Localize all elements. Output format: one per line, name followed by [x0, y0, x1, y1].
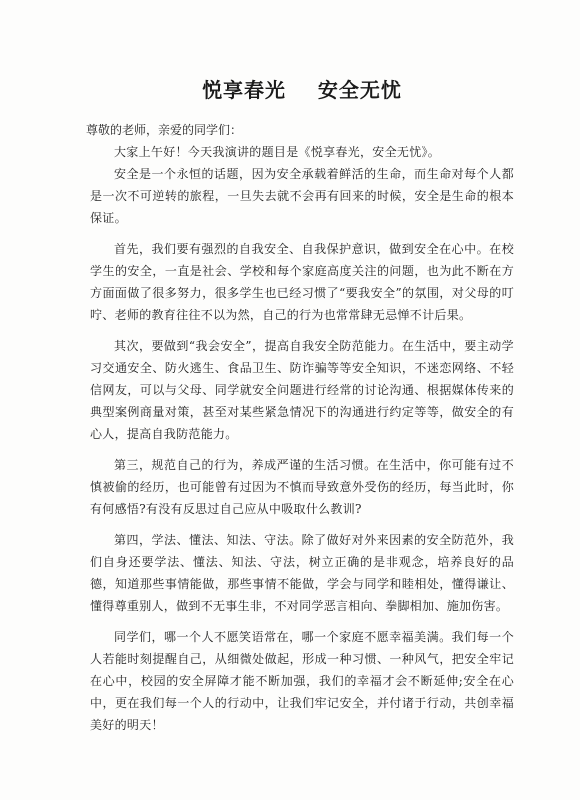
paragraph-first: 首先，我们要有强烈的自我安全、自我保护意识，做到安全在心中。在校学生的安全，一直是社会、学校和每个家庭高度关注的问题，也为此不断在方方面面做了很多努力，很多学生也已经习惯了“要我安全”的氛围，对父母的叮咛、老师的教育往往不以为然，自己的行为也常常肆无忌惮不计后果。	[90, 242, 514, 322]
paragraph-greeting: 大家上午好！今天我演讲的题目是《悦享春光，安全无忧》。	[114, 145, 441, 159]
paragraph-closing: 同学们，哪一个人不愿笑语常在，哪一个家庭不愿幸福美满。我们每一个人若能时刻提醒自己，从细微处做起，形成一种习惯、一种风气，把安全牢记在心中，校园的安全屏障才能不断加强，我们的幸福才会不断延伸;安全在心中，更在我们每一个人的行动中，让我们牢记安全，并付诸于行动，共创幸福美好的明天！	[90, 630, 514, 732]
paragraph-fourth: 第四，学法、懂法、知法、守法。除了做好对外来因素的安全防范外，我们自身还要学法、懂法、知法、守法，树立正确的是非观念，培养良好的品德，知道那些事情能做，那些事情不能做，学会与同学和睦相处，懂得谦让、懂得尊重别人，做到不无事生非，不对同学恶言相向、拳脚相加、施加伤害。	[90, 533, 514, 613]
page-title: 悦享春光 安全无忧	[202, 78, 402, 102]
paragraph-intro: 安全是一个永恒的话题，因为安全承载着鲜活的生命，而生命对每个人都是一次不可逆转的旅程，一旦失去就不会再有回来的时候，安全是生命的根本保证。	[90, 167, 514, 225]
paragraph-third: 第三，规范自己的行为，养成严谨的生活习惯。在生活中，你可能有过不慎被偷的经历，也可能曾有过因为不慎而导致意外受伤的经历，每当此时，你有何感悟?有没有反思过自己应从中吸取什么教训?	[90, 458, 514, 516]
paragraph-second: 其次，要做到“我会安全”，提高自我安全防范能力。在生活中，要主动学习交通安全、防火逃生、食品卫生、防诈骗等等安全知识，不迷恋网络、不轻信网友，可以与父母、同学就安全问题进行经常的讨论沟通、根据媒体传来的典型案例商量对策，甚至对某些紧急情况下的沟通进行约定等等，做安全的有心人，提高自我防范能力。	[90, 339, 514, 441]
salutation: 尊敬的老师，亲爱的同学们：	[86, 123, 243, 137]
